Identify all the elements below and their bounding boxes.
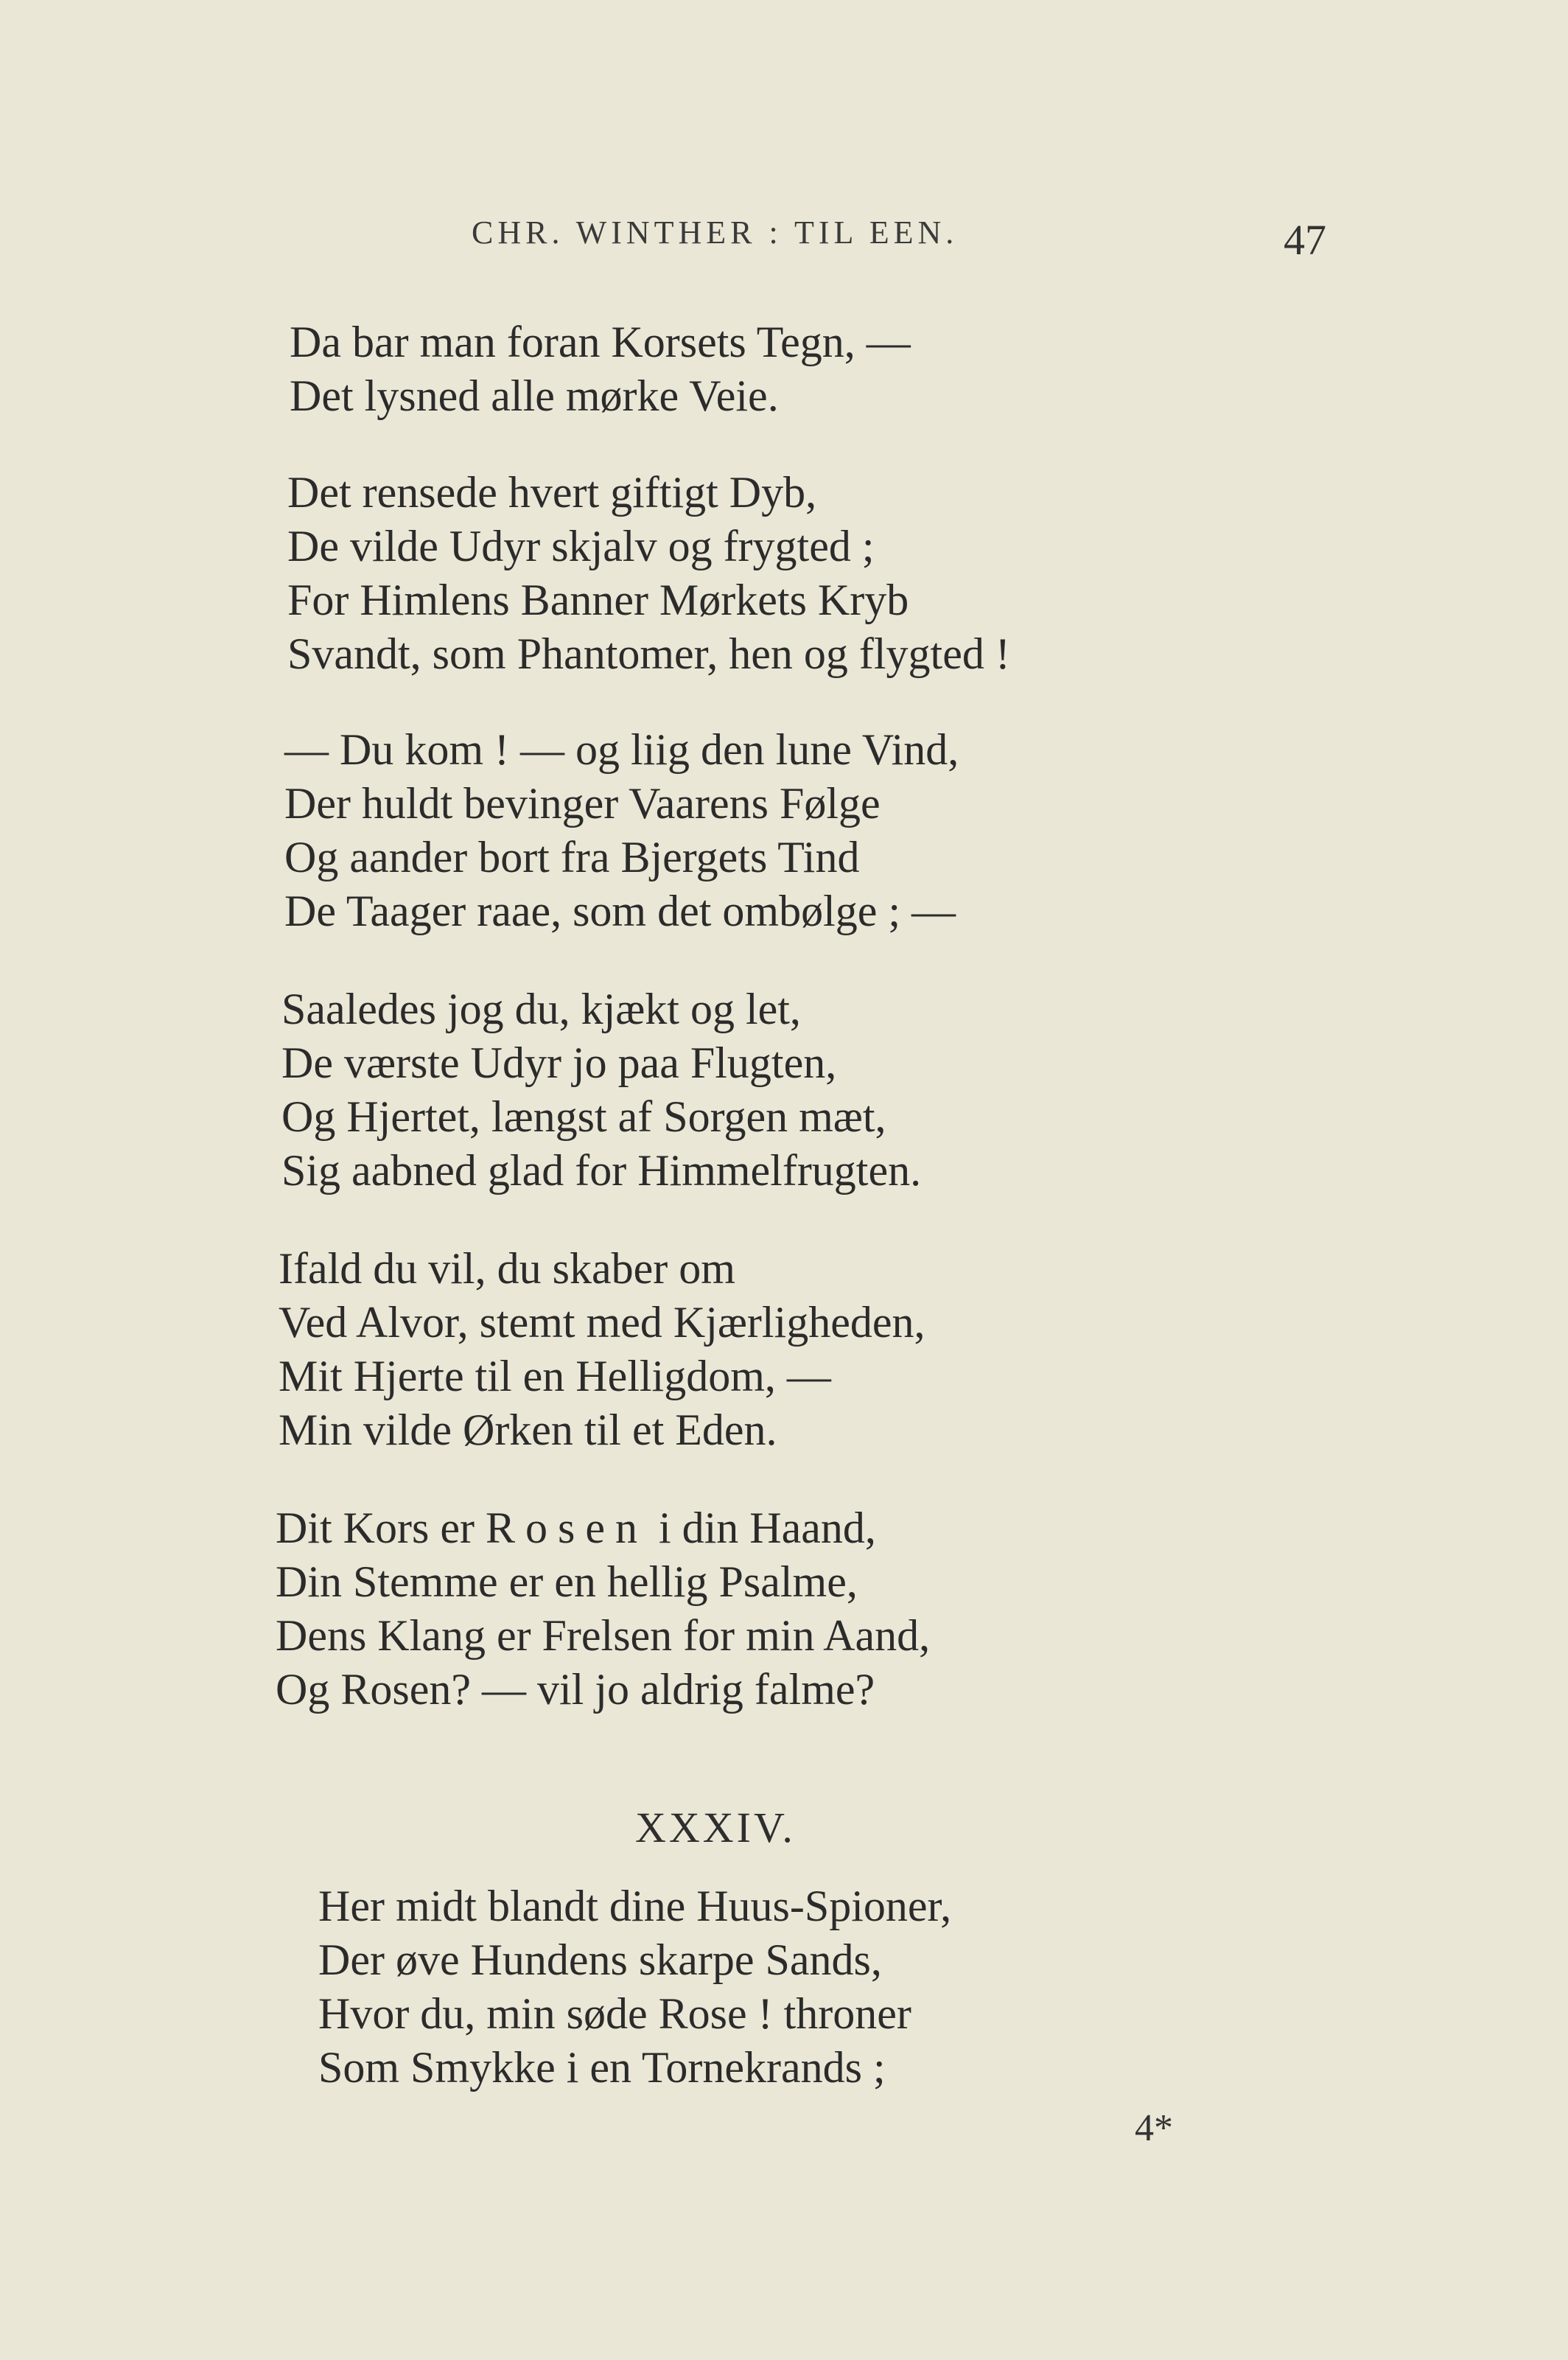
stanza-4 <box>281 982 921 1198</box>
verse-line: — Du kom ! — og liig den lune Vind, <box>284 725 959 774</box>
verse-line: Sig aabned glad for Himmelfrugten. <box>281 1146 922 1195</box>
verse-line: Saaledes jog du, kjækt og let, <box>281 985 801 1033</box>
section-heading: XXXIV. <box>635 1804 796 1851</box>
section-stanza <box>318 1879 951 2095</box>
stanza-1 <box>290 315 911 423</box>
page-number: 47 <box>1284 216 1326 264</box>
stanza-6 <box>276 1501 930 1717</box>
verse-line: De værste Udyr jo paa Flugten, <box>281 1038 837 1087</box>
verse-line: Dit Kors er Rosen i din Haand, <box>276 1504 876 1552</box>
verse-line: Det lysned alle mørke Veie. <box>290 371 779 420</box>
stanza-3 <box>284 723 959 938</box>
running-head: CHR. WINTHER : TIL EEN. <box>472 214 959 251</box>
stanza-5 <box>279 1242 925 1457</box>
verse-line: Ved Alvor, stemt med Kjærligheden, <box>279 1298 925 1347</box>
verse-line: For Himlens Banner Mørkets Kryb <box>287 576 909 624</box>
verse-line: Her midt blandt dine Huus-Spioner, <box>318 1882 952 1930</box>
verse-line: Der øve Hundens skarpe Sands, <box>318 1935 882 1984</box>
verse-line: Som Smykke i en Tornekrands ; <box>318 2043 886 2092</box>
verse-line: Og Hjertet, længst af Sorgen mæt, <box>281 1092 886 1141</box>
stanza-2 <box>287 466 1010 681</box>
verse-line: Der huldt bevinger Vaarens Følge <box>284 779 881 828</box>
verse-line: Min vilde Ørken til et Eden. <box>279 1406 777 1454</box>
verse-line: Hvor du, min søde Rose ! throner <box>318 1989 911 2038</box>
verse-line: De Taager raae, som det ombølge ; — <box>284 887 956 935</box>
verse-line: Og aander bort fra Bjergets Tind <box>284 833 860 881</box>
verse-line: Ifald du vil, du skaber om <box>279 1244 735 1293</box>
verse-line: Og Rosen? — vil jo aldrig falme? <box>276 1665 875 1714</box>
verse-line: Din Stemme er en hellig Psalme, <box>276 1557 858 1606</box>
verse-line: Da bar man foran Korsets Tegn, — <box>290 318 911 366</box>
verse-line: Dens Klang er Frelsen for min Aand, <box>276 1611 931 1660</box>
verse-line: Det rensede hvert giftigt Dyb, <box>287 468 817 517</box>
spaced-emphasis: Rosen <box>485 1504 648 1552</box>
verse-line: Mit Hjerte til en Helligdom, — <box>279 1352 831 1400</box>
verse-line: Svandt, som Phantomer, hen og flygted ! <box>287 629 1010 678</box>
signature-mark: 4* <box>1135 2107 1173 2149</box>
verse-line: De vilde Udyr skjalv og frygted ; <box>287 522 875 570</box>
